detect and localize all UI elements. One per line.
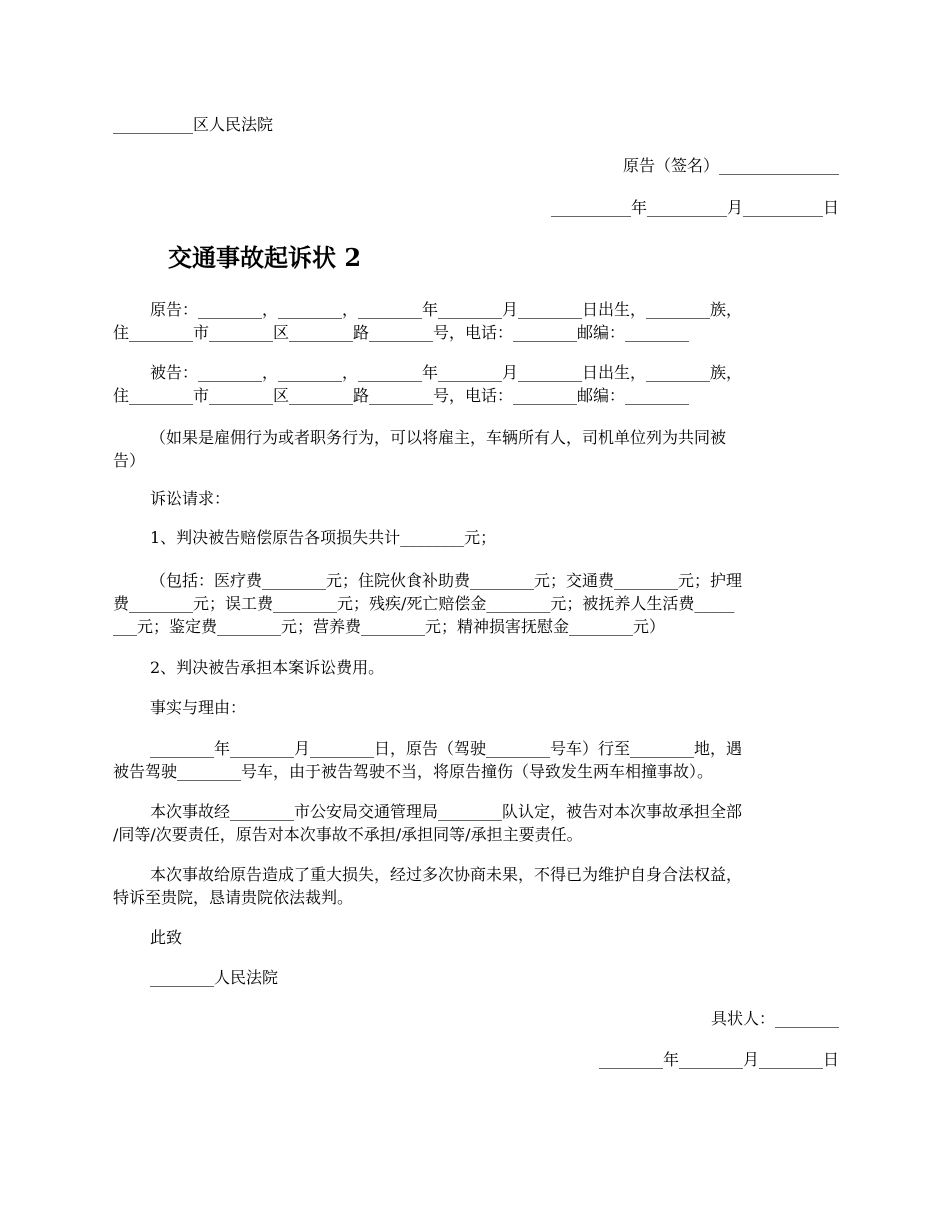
facts-heading: 事实与理由： (150, 698, 247, 717)
facts-paragraph-1-line-2: 被告驾驶________号车，由于被告驾驶不当，将原告撞伤（导致发生两车相撞事故）。 (113, 762, 714, 781)
salutation: 此致 (150, 928, 183, 947)
header-date-line: __________年__________月__________日 (550, 198, 839, 217)
signer-line: 具状人：________ (710, 1009, 839, 1028)
claim-detail-line-1: （包括：医疗费________元；住院伙食补助费________元；交通费________元；护理 (150, 571, 743, 590)
court-address-line: __________区人民法院 (113, 115, 274, 134)
closing-court-line: ________人民法院 (150, 968, 279, 987)
claim-1: 1、判决被告赔偿原告各项损失共计________元； (150, 528, 497, 547)
claim-detail-line-2: 费________元；误工费________元；残疾/死亡赔偿金________元；被抚养人生活费_____ (113, 594, 735, 613)
facts-paragraph-1-line-1: ________年________月________日，原告（驾驶________号车）行至________地，遇 (150, 739, 743, 758)
claim-detail-line-3: ___元；鉴定费________元；营养费________元；精神损害抚慰金________元） (113, 617, 666, 636)
facts-paragraph-2-line-1: 本次事故经________市公安局交通管理局________队认定，被告对本次事故承担全部 (150, 802, 743, 821)
facts-paragraph-3-line-2: 特诉至贵院，恳请贵院依法裁判。 (113, 888, 354, 907)
defendant-info-line-2: 住________市________区________路________号，电话：________邮编：________ (113, 386, 690, 405)
facts-paragraph-3-line-1: 本次事故给原告造成了重大损失，经过多次协商未果，不得已为维护自身合法权益， (150, 865, 743, 884)
note-line-2: 告） (113, 451, 146, 470)
document-title: 交通事故起诉状 2 (168, 243, 362, 272)
note-line-1: （如果是雇佣行为或者职务行为，可以将雇主，车辆所有人，司机单位列为共同被 (150, 428, 727, 447)
plaintiff-info-line-2: 住________市________区________路________号，电话：________邮编：________ (113, 323, 690, 342)
claims-heading: 诉讼请求： (150, 489, 231, 508)
closing-date-line: ________年________月________日 (598, 1050, 839, 1069)
plaintiff-info-line-1: 原告：________，________，________年________月________日出生，________族， (150, 300, 743, 319)
facts-paragraph-2-line-2: /同等/次要责任，原告对本次事故不承担/承担同等/承担主要责任。 (113, 825, 583, 844)
plaintiff-signature-line: 原告（签名）_______________ (622, 156, 839, 175)
defendant-info-line-1: 被告：________，________，________年________月________日出生，________族， (150, 363, 743, 382)
claim-2: 2、判决被告承担本案诉讼费用。 (150, 658, 385, 677)
